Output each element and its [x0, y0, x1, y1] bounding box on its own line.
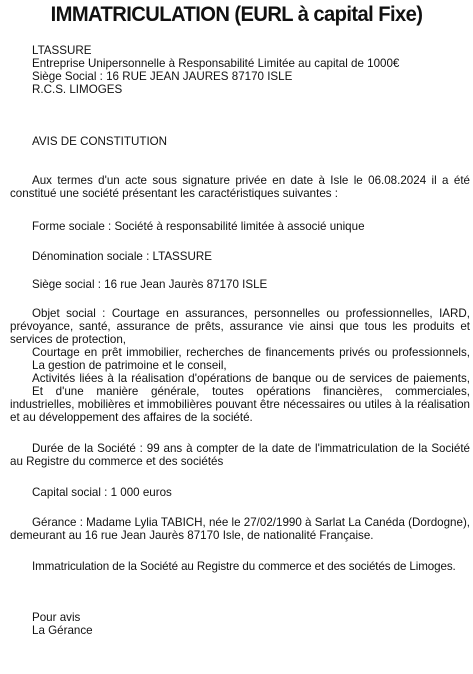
objet-line-4: Courtage en prêt immobilier, recherches de financements privés ou professionnels, — [32, 346, 470, 359]
objet-line-3: services de protection, — [10, 333, 126, 346]
page-title: IMMATRICULATION (EURL à capital Fixe) — [50, 3, 423, 26]
intro-line-1: Aux termes d'un acte sous signature privée en date à Isle le 06.08.2024 il a été — [32, 174, 470, 187]
forme-sociale: Forme sociale : Société à responsabilité limitée à associé unique — [32, 220, 365, 233]
intro-line-2: constitué une société présentant les caractéristiques suivantes : — [10, 187, 339, 200]
objet-line-7: Et d'une manière générale, toutes opérations financières, commerciales, — [32, 385, 470, 398]
siege-social: Siège social : 16 rue Jean Jaurès 87170 ISLE — [32, 278, 268, 291]
pour-avis: Pour avis — [32, 611, 81, 624]
company-seat: Siège Social : 16 RUE JEAN JAURES 87170 ISLE — [32, 70, 293, 83]
objet-line-9: et au développement des affaires de la société. — [10, 411, 253, 424]
duree-line-1: Durée de la Société : 99 ans à compter de la date de l'immatriculation de la Société — [32, 442, 470, 455]
gerance-line-2: demeurant au 16 rue Jean Jaurès 87170 Isle, de nationalité Française. — [10, 529, 374, 542]
denomination-sociale: Dénomination sociale : LTASSURE — [32, 250, 212, 263]
objet-line-8: industrielles, mobilières et immobilières pouvant être nécessaires ou utiles à la réalisation — [10, 398, 470, 411]
objet-line-1: Objet social : Courtage en assurances, personnelles ou professionnelles, IARD, — [32, 307, 470, 320]
objet-line-5: La gestion de patrimoine et le conseil, — [32, 359, 227, 372]
objet-line-2: prévoyance, santé, assurance de prêts, assurance vie ainsi que tous les produits et — [10, 320, 470, 333]
capital-social: Capital social : 1 000 euros — [32, 486, 172, 499]
duree-line-2: au Registre du commerce et des sociétés — [10, 455, 224, 468]
notice-title: AVIS DE CONSTITUTION — [32, 135, 168, 148]
objet-line-6: Activités liées à la réalisation d'opérations de banque ou de services de paiements, — [32, 372, 470, 385]
gerance-line-1: Gérance : Madame Lylia TABICH, née le 27/02/1990 à Sarlat La Canéda (Dordogne), — [32, 516, 470, 529]
company-form: Entreprise Unipersonnelle à Responsabilité Limitée au capital de 1000€ — [32, 57, 400, 70]
immatriculation-statement: Immatriculation de la Société au Registre du commerce et des sociétés de Limoges. — [32, 560, 456, 573]
signatory: La Gérance — [32, 624, 93, 637]
company-name: LTASSURE — [32, 44, 92, 57]
company-rcs: R.C.S. LIMOGES — [32, 83, 123, 96]
